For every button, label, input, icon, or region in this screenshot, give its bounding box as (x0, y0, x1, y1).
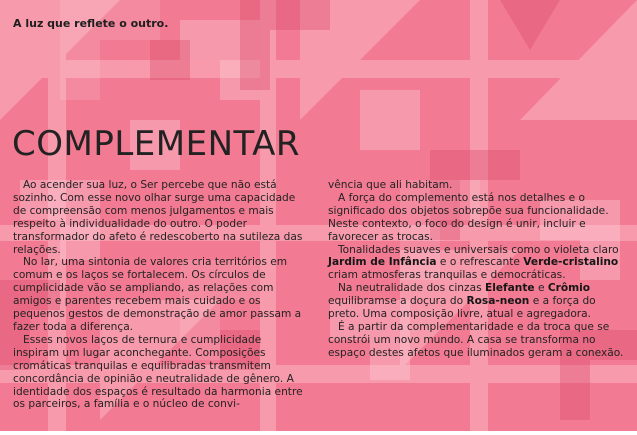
color-name-jardim: Jardim de Infância (328, 256, 437, 269)
color-name-elefante: Elefante (484, 282, 535, 295)
bottom-divider (0, 431, 637, 435)
text-run: Tonalidades suaves e universais como o violeta claro (338, 243, 619, 256)
color-name-cromio: Crômio (547, 282, 591, 295)
paragraph: É a partir da complementaridade e da troca que se constrói um novo mundo. A casa se transforma no espaço destes afetos que iluminados geram a conexão. (328, 320, 624, 359)
paragraph (328, 282, 624, 321)
paragraph-continuation: vência que ali habitam. (328, 179, 453, 191)
tagline: A luz que reflete o outro. (13, 17, 169, 30)
text-run: e (534, 282, 548, 295)
paragraph: Esses novos laços de ternura e cumplicidade inspiram um lugar aconchegante. Composições cromáticas tranquilas e equilibradas transmitem concordância de opinião e neutralidade de gênero. A identidade dos espaços é resultado da harmonia entre os parceiros, a família e o núcleo de convi- (13, 333, 303, 411)
color-name-verde: Verde-cristalino (523, 256, 619, 269)
text-run: e a força do preto. Uma composição livre, atual e agregadora. (328, 295, 596, 321)
paragraph: Ao acender sua luz, o Ser percebe que não está sozinho. Com esse novo olhar surge uma capacidade de compreensão com menos julgamentos e mais respeito à individualidade do outro. O poder transformador do afeto é redescoberto na sutileza das relações. (13, 179, 303, 256)
text-run: criam atmosferas tranquilas e democráticas. (328, 269, 566, 282)
page-title: COMPLEMENTAR (12, 124, 301, 164)
paragraph: A força do complemento está nos detalhes e o significado dos objetos sobrepõe sua funcionalidade. Neste contexto, o foco do design é unir, incluir e favorecer as trocas. (328, 191, 609, 243)
paragraph (328, 244, 624, 283)
text-run: Na neutralidade dos cinzas (338, 282, 485, 295)
text-column-left (13, 179, 308, 411)
color-name-rosa-neon: Rosa-neon (466, 295, 530, 308)
text-run: equilibramse a doçura do (328, 295, 467, 308)
text-column-right (328, 179, 624, 360)
paragraph: No lar, uma sintonia de valores cria territórios em comum e os laços se fortalecem. Os círculos de cumplicidade vão se ampliando, as relações com amigos e parentes recebem mais cuidado e os pequenos gestos de demonstração de amor passam a fazer toda a diferença. (13, 256, 302, 333)
text-run: e o refrescante (436, 256, 524, 269)
